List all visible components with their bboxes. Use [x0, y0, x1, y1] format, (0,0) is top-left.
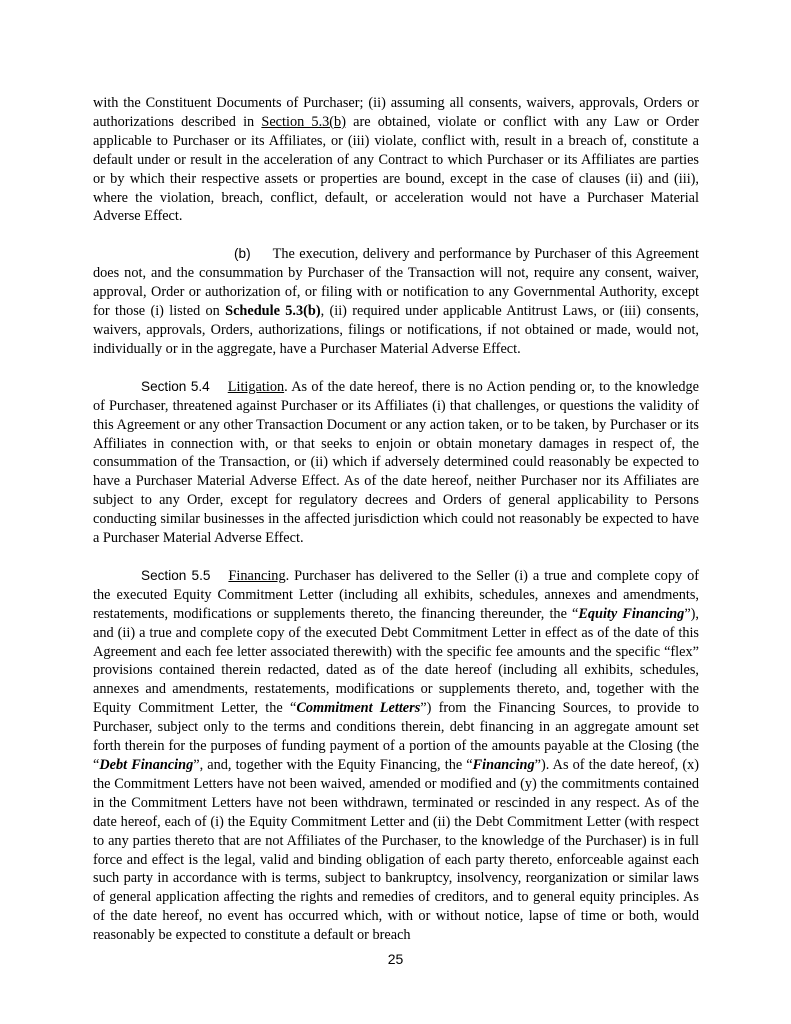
schedule-reference: Schedule 5.3(b) [225, 303, 321, 320]
paragraph-b: (b) The execution, delivery and performance by Purchaser of this Agreement does not, and the consummation by Purchaser of the Transaction will not, require any consent, waiver, approval, Order or authorization of, or filing with or notification to any Governmental Authority, except for those (i) listed on Schedule 5.3(b), (ii) required under applicable Antitrust Laws, or (iii) consents, waivers, approvals, Orders, authorizations, filings or notifications, if not obtained or made, would not, individually or in the aggregate, have a Purchaser Material Adverse Effect. [93, 246, 699, 357]
defined-term: Debt Financing [99, 757, 194, 773]
section-label: Section 5.5 [141, 567, 211, 583]
section-5-5: Section 5.5 Financing. Purchaser has delivered to the Seller (i) a true and complete copy of the executed Equity Commitment Letter (including all exhibits, schedules, annexes and amendments, restatements, modifications or supplements thereto, the financing thereunder, the “Equity Financing”), and (ii) a true and complete copy of the executed Debt Commitment Letter in effect as of the date of this Agreement and each fee letter associated therewith) with the specific fee amounts and the specific “flex” provisions contained therein redacted, dated as of the date hereof (including all exhibits, schedules, annexes and amendments, restatements, modifications or supplements thereto, and, together with the Equity Commitment Letter, the “Commitment Letters”) from the Financing Sources, to provide to Purchaser, subject only to the terms and conditions therein, debt financing in an aggregate amount set forth therein for the purposes of funding payment of a portion of the amounts payable at the Closing (the “Debt Financing”, and, together with the Equity Financing, the “Financing”). As of the date hereof, (x) the Commitment Letters have not been waived, amended or modified and (y) the commitments contained in the Commitment Letters have not been withdrawn, terminated or rescinded in any respect. As of the date hereof, each of (i) the Equity Commitment Letter and (ii) the Debt Commitment Letter (with respect to any parties thereto that are not Affiliates of the Purchaser, to the knowledge of the Purchaser) is in full force and effect is the legal, valid and binding obligation of each party thereto, enforceable against each such party in accordance with is terms, subject to bankruptcy, insolvency, reorganization or similar laws of general application affecting the rights and remedies of creditors, and to general equity principles. As of the date hereof, no event has occurred which, with or without notice, lapse of time or both, would reasonably be expected to constitute a default or breach [93, 567, 699, 944]
defined-term: Commitment Letters [296, 700, 421, 717]
defined-term: Equity Financing [578, 605, 685, 622]
paragraph-gap [93, 548, 699, 567]
paragraph-continuation: with the Constituent Documents of Purchaser; (ii) assuming all consents, waivers, approvals, Orders or authorizations described in Section 5.3(b) are obtained, violate or conflict with any Law or Order applicable to Purchaser or its Affiliates, or (iii) violate, conflict with, result in a breach of, constitute a default under or result in the acceleration of any Contract to which Purchaser or its Affiliates are parties or by which their respective assets or properties are bound, except in the case of clauses (ii) and (iii), where the violation, breach, conflict, default, or acceleration would not have a Purchaser Material Adverse Effect. [93, 95, 699, 225]
paragraph-gap [93, 226, 699, 245]
section-5-4: Section 5.4 Litigation. As of the date hereof, there is no Action pending or, to the knowledge of Purchaser, threatened against Purchaser or its Affiliates (i) that challenges, or questions the validity of this Agreement or any other Transaction Document or any action taken, or to be taken, by Purchaser or its Affiliates in connection with, or that seeks to enjoin or obtain monetary damages in respect of, the consummation of the Transaction, or (ii) which if adversely determined could reasonably be expected to have a Purchaser Material Adverse Effect. As of the date hereof, neither Purchaser nor its Affiliates are subject to any Order, except for regulatory decrees and Orders of general applicability to Persons conducting similar businesses in the affected jurisdiction which could not reasonably be expected to have a Purchaser Material Adverse Effect. [93, 378, 699, 547]
section-title: Litigation [227, 378, 285, 395]
page-number: 25 [387, 951, 404, 967]
section-label: Section 5.4 [141, 378, 210, 394]
body-text [93, 94, 699, 945]
section-title: Financing [228, 567, 286, 584]
clause-label: (b) [234, 246, 251, 262]
section-reference: Section 5.3(b) [261, 113, 346, 130]
defined-term: Financing [472, 757, 535, 773]
paragraph-gap [93, 359, 699, 378]
